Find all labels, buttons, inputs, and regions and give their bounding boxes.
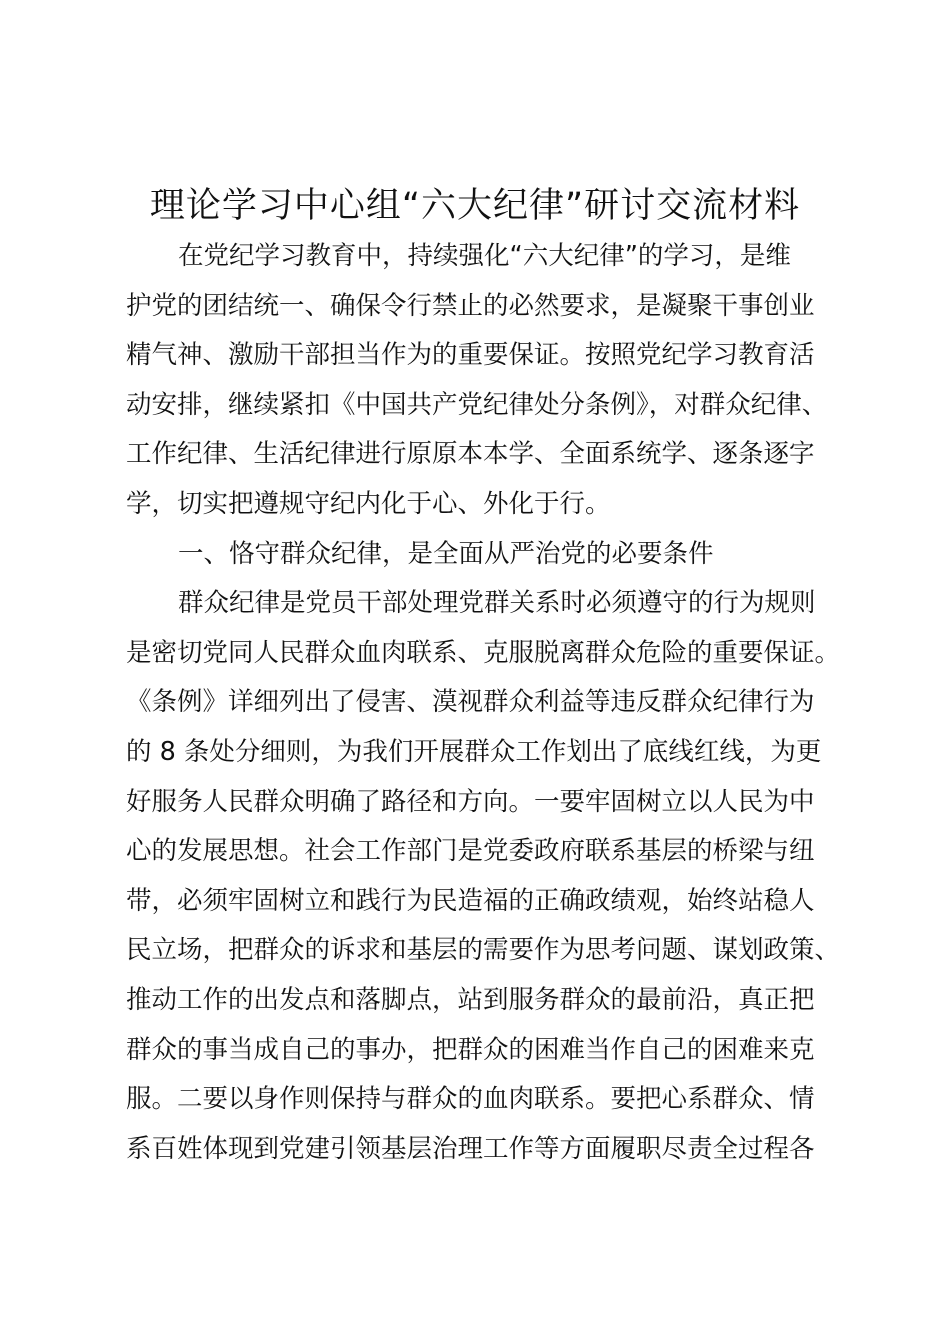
document-title: 理论学习中心组“六大纪律”研讨交流材料 bbox=[149, 186, 801, 226]
paragraph-line: 的 8 条处分细则，为我们开展群众工作划出了底线红线，为更 bbox=[126, 736, 822, 767]
paragraph-line: 群众纪律是党员干部处理党群关系时必须遵守的行为规则 bbox=[178, 588, 816, 619]
paragraph-line: 是密切党同人民群众血肉联系、克服脱离群众危险的重要保证。 bbox=[126, 637, 841, 668]
paragraph-line: 护党的团结统一、确保令行禁止的必然要求，是凝聚干事创业 bbox=[126, 290, 815, 321]
section-heading: 一、恪守群众纪律，是全面从严治党的必要条件 bbox=[178, 538, 714, 569]
paragraph-line: 服。二要以身作则保持与群众的血肉联系。要把心系群众、情 bbox=[126, 1084, 815, 1115]
paragraph-line: 群众的事当成自己的事办，把群众的困难当作自己的困难来克 bbox=[126, 1034, 815, 1065]
paragraph-line: 带，必须牢固树立和践行为民造福的正确政绩观，始终站稳人 bbox=[126, 885, 815, 916]
paragraph-line: 在党纪学习教育中，持续强化“六大纪律”的学习，是维 bbox=[178, 241, 791, 271]
paragraph-line: 工作纪律、生活纪律进行原原本本学、全面系统学、逐条逐字 bbox=[126, 439, 815, 470]
document-body bbox=[126, 232, 842, 1174]
paragraph-line: 系百姓体现到党建引领基层治理工作等方面履职尽责全过程各 bbox=[126, 1133, 815, 1164]
paragraph-line: 好服务人民群众明确了路径和方向。一要牢固树立以人民为中 bbox=[126, 786, 815, 817]
paragraph-line: 心的发展思想。社会工作部门是党委政府联系基层的桥梁与纽 bbox=[126, 836, 815, 867]
paragraph-line: 推动工作的出发点和落脚点，站到服务群众的最前沿，真正把 bbox=[126, 984, 815, 1015]
paragraph-line: 学，切实把遵规守纪内化于心、外化于行。 bbox=[126, 488, 611, 519]
paragraph-line: 动安排，继续紧扣《中国共产党纪律处分条例》，对群众纪律、 bbox=[126, 389, 828, 420]
paragraph-line: 《条例》详细列出了侵害、漠视群众利益等违反群众纪律行为 bbox=[126, 687, 815, 718]
paragraph-line: 精气神、激励干部担当作为的重要保证。按照党纪学习教育活 bbox=[126, 340, 815, 371]
paragraph-line: 民立场，把群众的诉求和基层的需要作为思考问题、谋划政策、 bbox=[126, 935, 841, 966]
